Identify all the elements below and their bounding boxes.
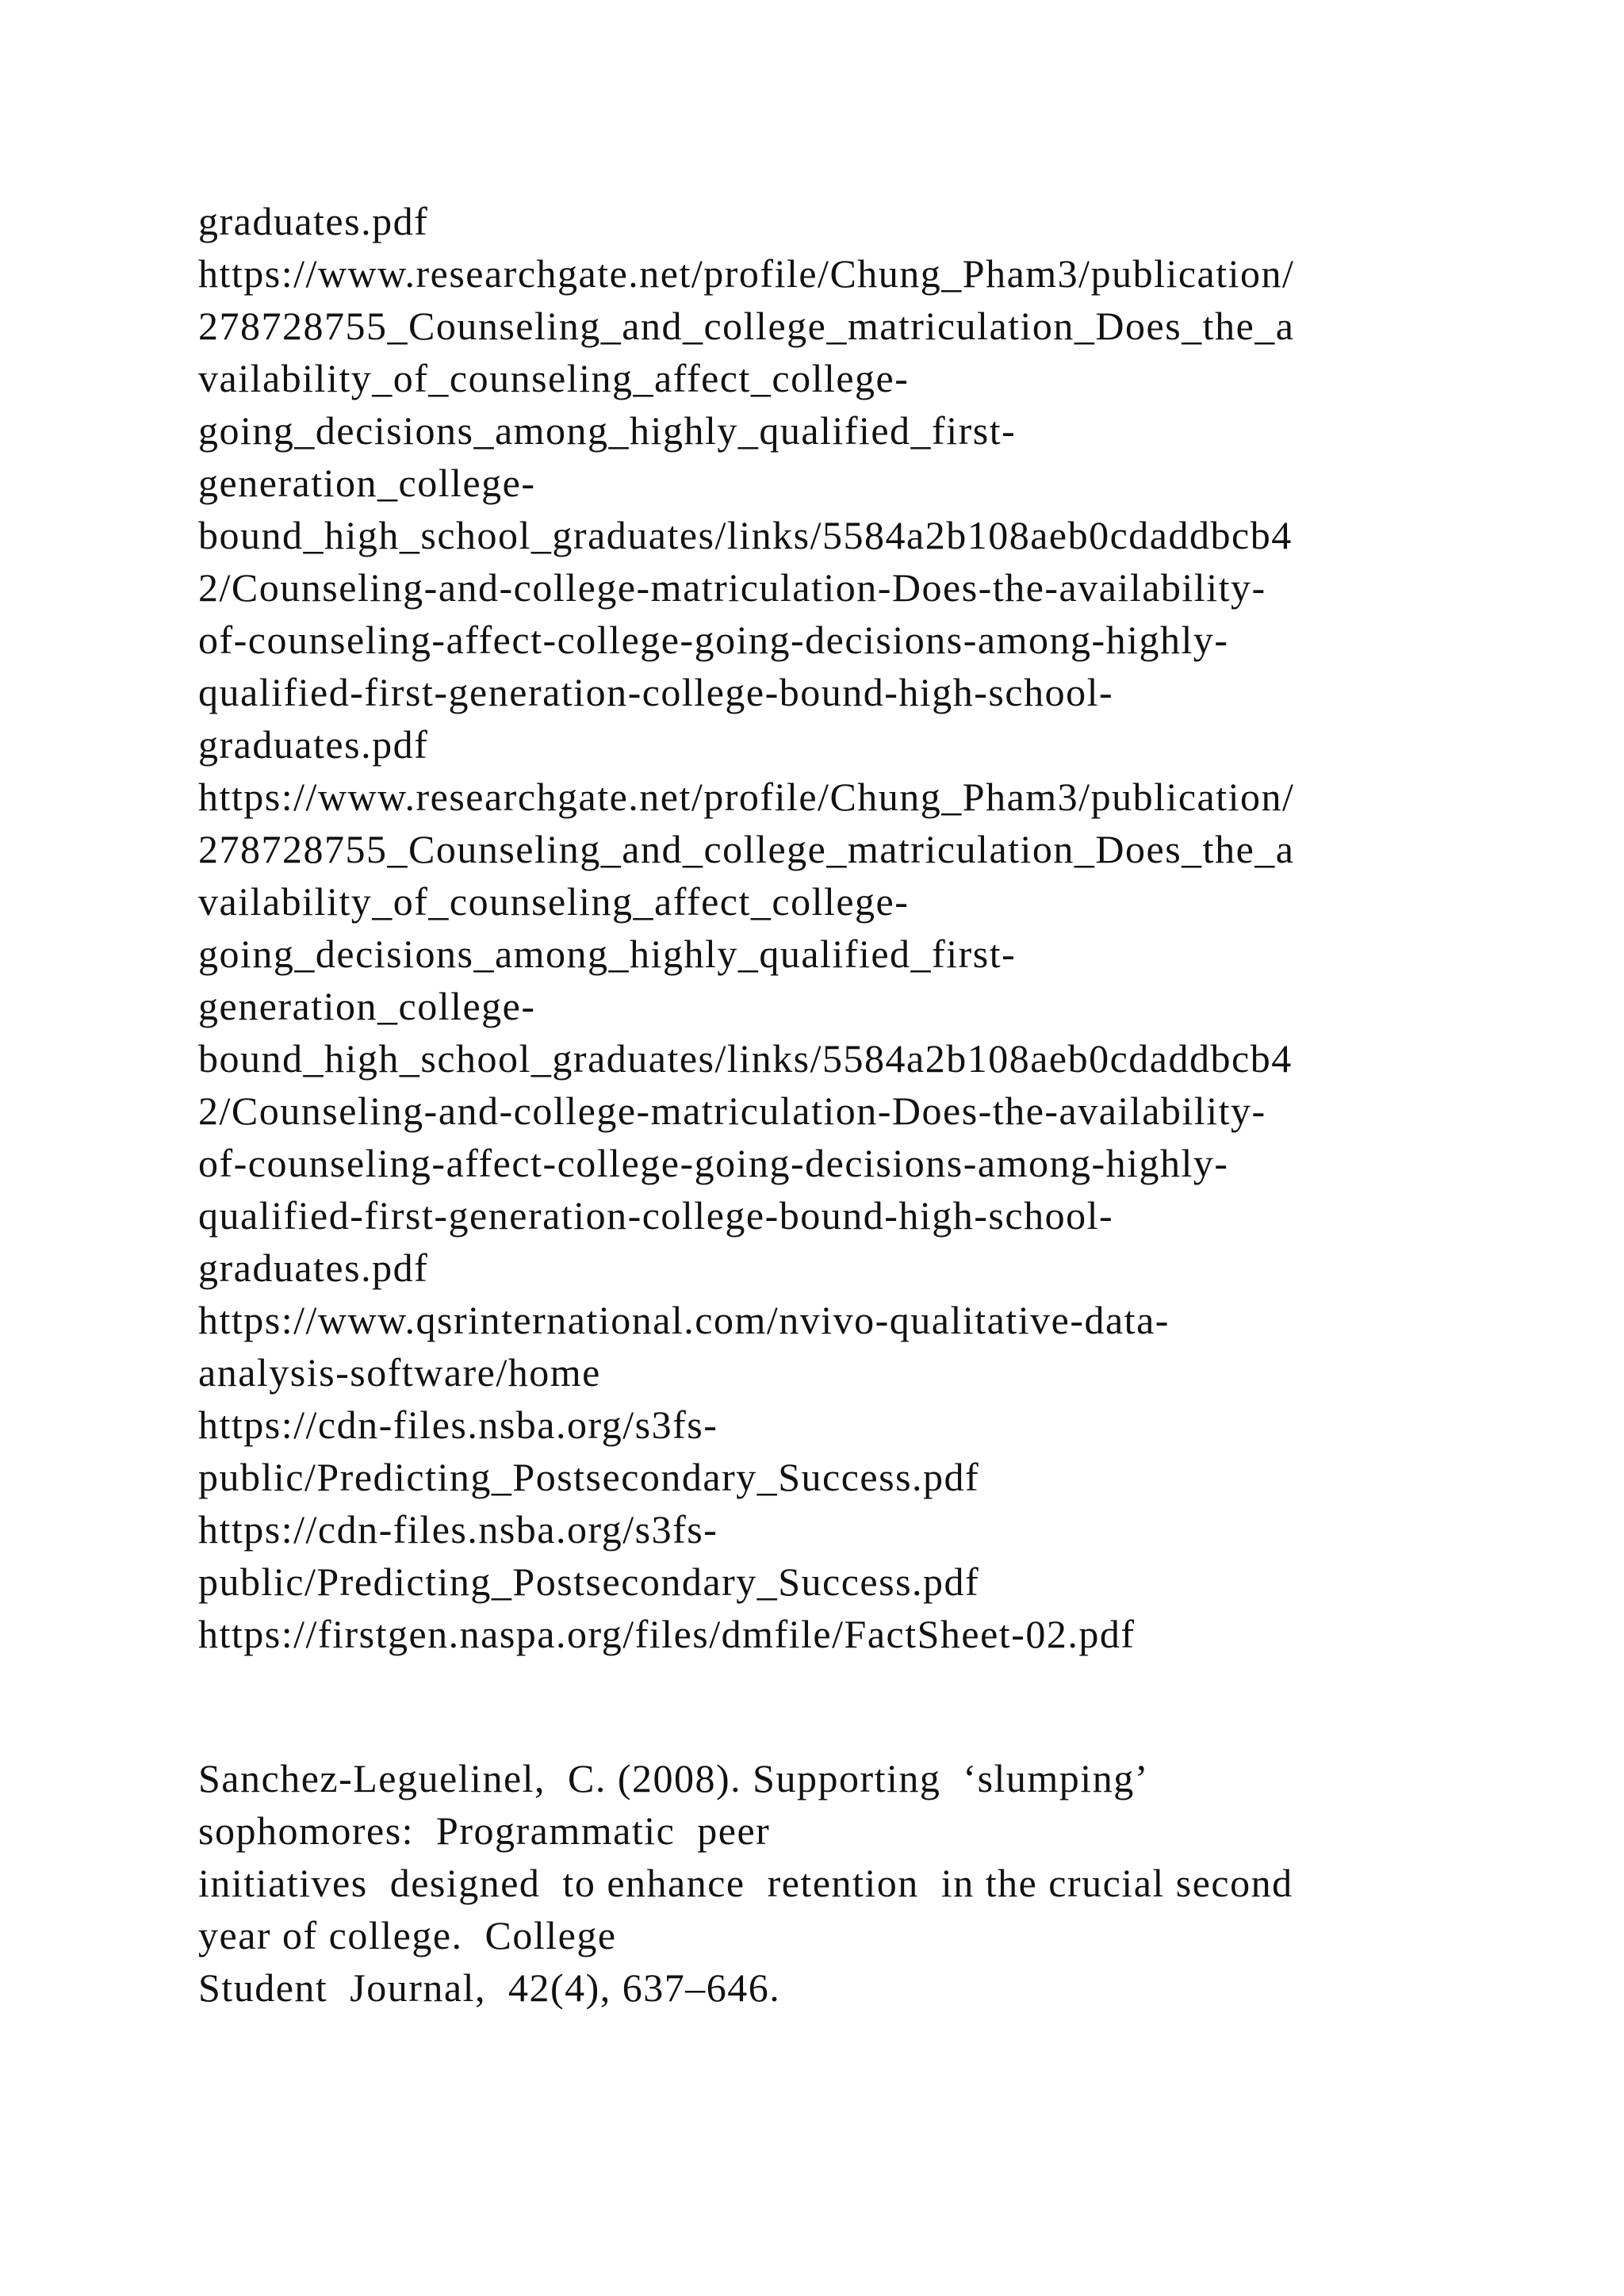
- reference-line: year of college. College: [198, 1913, 617, 1957]
- url-line: vailability_of_counseling_affect_college-: [198, 356, 910, 400]
- url-line: https://cdn-files.nsba.org/s3fs-: [198, 1402, 718, 1447]
- url-line: analysis-software/home: [198, 1350, 601, 1395]
- reference-line: Sanchez-Leguelinel, C. (2008). Supporting ‘slumping’: [198, 1756, 1149, 1800]
- url-line: https://www.researchgate.net/profile/Chung_Pham3/publication/: [198, 775, 1295, 819]
- url-line: public/Predicting_Postsecondary_Success.pdf: [198, 1455, 980, 1499]
- url-line: 278728755_Counseling_and_college_matriculation_Does_the_a: [198, 827, 1295, 871]
- url-line: https://firstgen.naspa.org/files/dmfile/FactSheet-02.pdf: [198, 1612, 1136, 1656]
- reference-line: Student Journal, 42(4), 637–646.: [198, 1965, 781, 2010]
- url-line: qualified-first-generation-college-bound-high-school-: [198, 670, 1114, 714]
- url-line: of-counseling-affect-college-going-decisions-among-highly-: [198, 1141, 1229, 1185]
- url-line: 278728755_Counseling_and_college_matriculation_Does_the_a: [198, 304, 1295, 348]
- url-line: https://www.qsrinternational.com/nvivo-qualitative-data-: [198, 1298, 1170, 1342]
- url-line: graduates.pdf: [198, 722, 429, 767]
- url-line: going_decisions_among_highly_qualified_first-: [198, 408, 1017, 453]
- url-line: generation_college-: [198, 461, 536, 505]
- url-line: going_decisions_among_highly_qualified_first-: [198, 932, 1017, 976]
- reference-line: initiatives designed to enhance retention in the crucial second: [198, 1861, 1293, 1905]
- url-line: https://cdn-files.nsba.org/s3fs-: [198, 1507, 718, 1552]
- url-line: public/Predicting_Postsecondary_Success.pdf: [198, 1559, 980, 1604]
- url-line: bound_high_school_graduates/links/5584a2b108aeb0cdaddbcb4: [198, 1036, 1293, 1081]
- url-line: graduates.pdf: [198, 1246, 429, 1290]
- url-line: 2/Counseling-and-college-matriculation-Does-the-availability-: [198, 565, 1266, 610]
- reference-line: sophomores: Programmatic peer: [198, 1808, 771, 1853]
- reference-entry: [198, 1752, 1435, 2014]
- url-line: qualified-first-generation-college-bound-high-school-: [198, 1193, 1114, 1238]
- url-line: vailability_of_counseling_affect_college-: [198, 879, 910, 924]
- url-list: [198, 195, 1435, 1660]
- url-line: https://www.researchgate.net/profile/Chung_Pham3/publication/: [198, 251, 1295, 296]
- url-line: bound_high_school_graduates/links/5584a2b108aeb0cdaddbcb4: [198, 513, 1293, 557]
- url-line: of-counseling-affect-college-going-decisions-among-highly-: [198, 618, 1229, 662]
- url-line: 2/Counseling-and-college-matriculation-Does-the-availability-: [198, 1089, 1266, 1133]
- url-line: graduates.pdf: [198, 199, 429, 243]
- url-line: generation_college-: [198, 984, 536, 1028]
